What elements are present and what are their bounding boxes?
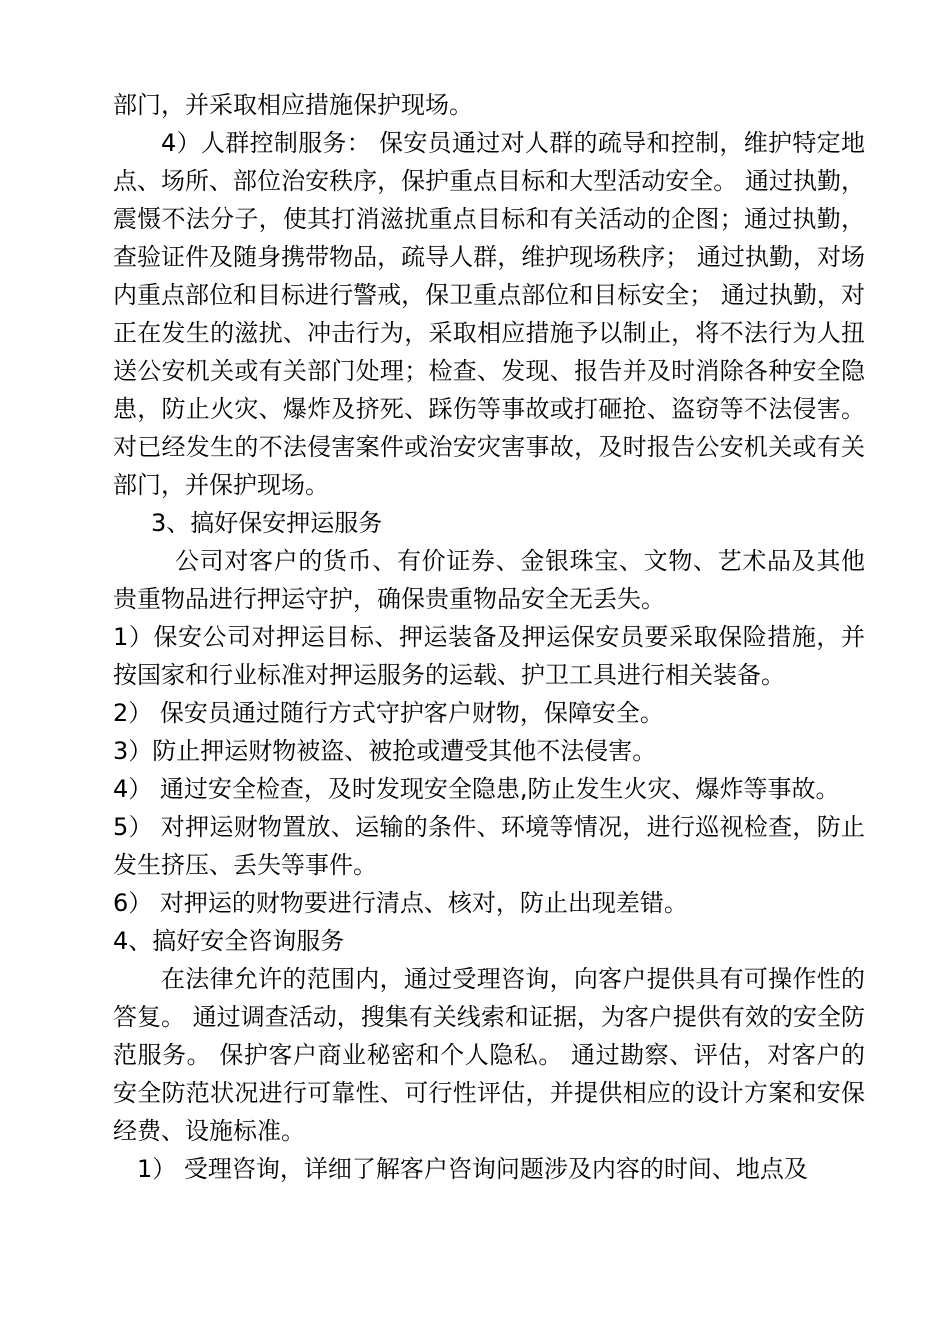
list-item-escort-2: 2） 保安员通过随行方式守护客户财物，保障安全。 — [113, 699, 664, 727]
list-item-escort-1: 1）保安公司对押运目标、押运装备及押运保安员要采取保险措施，并按国家和行业标准对押运服务的运载、护卫工具进行相关装备。 — [113, 623, 865, 689]
document-page — [113, 86, 865, 1188]
list-item-escort-5: 5） 对押运财物置放、运输的条件、环境等情况，进行巡视检查，防止发生挤压、丢失等事件。 — [113, 813, 865, 879]
paragraph-protect-scene: 部门，并采取相应措施保护现场。 — [113, 91, 473, 119]
list-item-escort-4: 4） 通过安全检查，及时发现安全隐患,防止发生火灾、爆炸等事故。 — [113, 775, 840, 803]
paragraph-consulting-intro: 在法律允许的范围内，通过受理咨询，向客户提供具有可操作性的答复。 通过调查活动，搜集有关线索和证据，为客户提供有效的安全防范服务。 保护客户商业秘密和个人隐私。 通过勘察、评估，对客户的安全防范状况进行可靠性、可行性评估，并提供相应的设计方案和安保经费、设施标准。 — [113, 965, 865, 1145]
paragraph-crowd-control: 4）人群控制服务： 保安员通过对人群的疏导和控制，维护特定地点、场所、部位治安秩序，保护重点目标和大型活动安全。 通过执勤，震慑不法分子，使其打消滋扰重点目标和有关活动的企图；通过执勤，查验证件及随身携带物品，疏导人群，维护现场秩序； 通过执勤，对场内重点部位和目标进行警戒，保卫重点部位和目标安全； 通过执勤，对正在发生的滋扰、冲击行为，采取相应措施予以制止，将不法行为人扭送公安机关或有关部门处理；检查、发现、报告并及时消除各种安全隐患，防止火灾、爆炸及挤死、踩伤等事故或打砸抢、盗窃等不法侵害。对已经发生的不法侵害案件或治安灾害事故，及时报告公安机关或有关部门，并保护现场。 — [113, 129, 865, 499]
list-item-escort-6: 6） 对押运的财物要进行清点、核对，防止出现差错。 — [113, 889, 688, 917]
list-item-escort-3: 3）防止押运财物被盗、被抢或遭受其他不法侵害。 — [113, 737, 657, 765]
section-heading-consulting: 4、搞好安全咨询服务 — [113, 927, 345, 955]
list-item-consulting-1: 1） 受理咨询，详细了解客户咨询问题涉及内容的时间、地点及 — [137, 1155, 808, 1183]
paragraph-escort-intro: 公司对客户的货币、有价证券、金银珠宝、文物、艺术品及其他贵重物品进行押运守护，确保贵重物品安全无丢失。 — [113, 547, 865, 613]
section-heading-escort: 3、搞好保安押运服务 — [151, 509, 383, 537]
